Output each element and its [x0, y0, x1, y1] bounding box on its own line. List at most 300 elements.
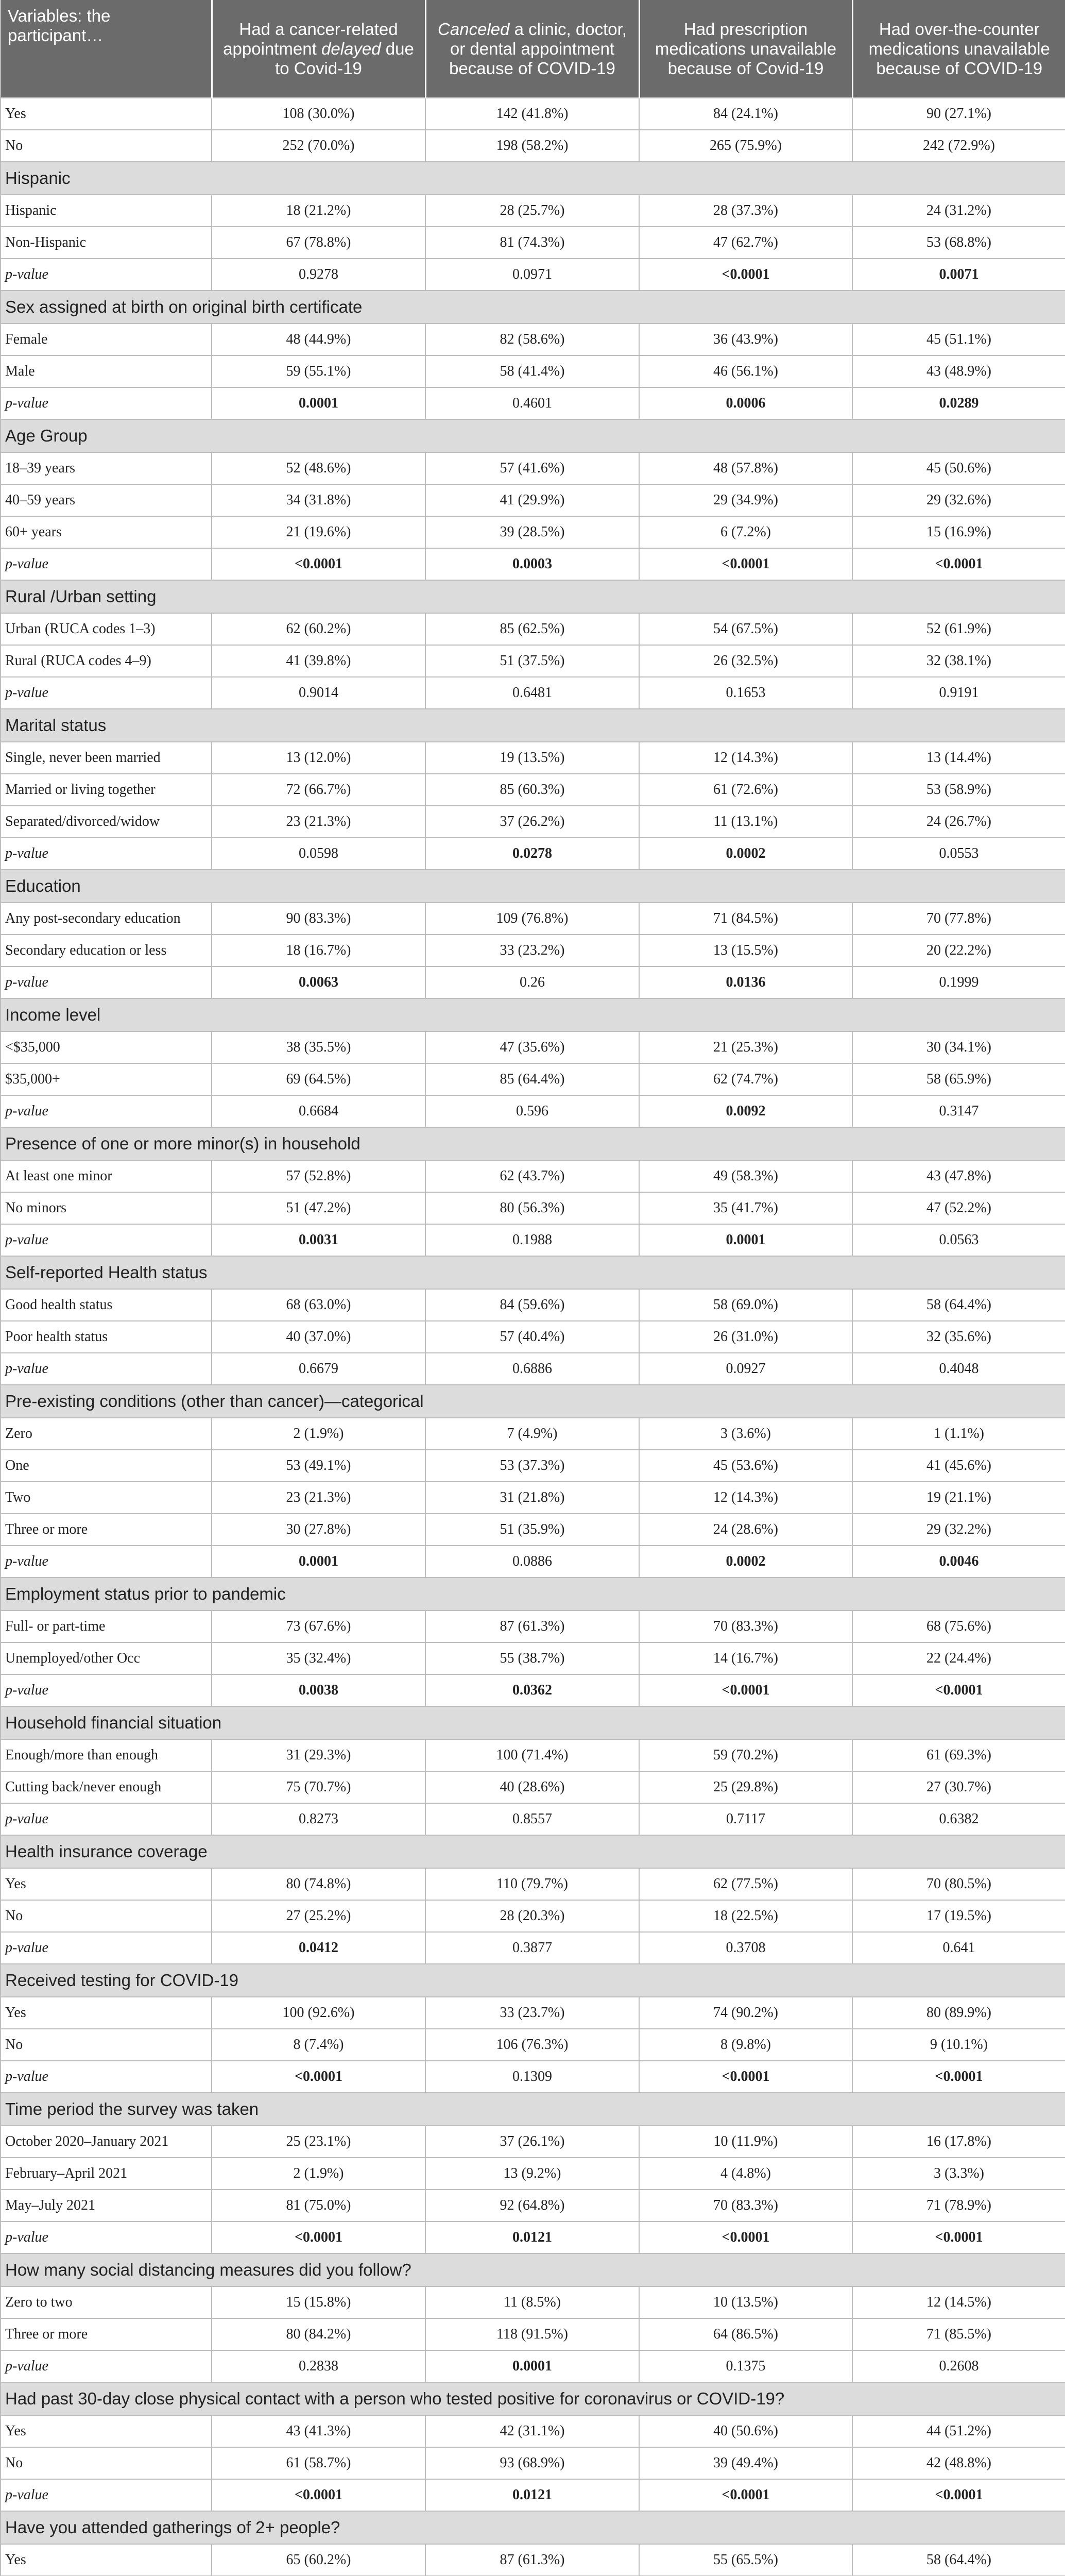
section-title: Hispanic: [1, 162, 1065, 195]
value-cell: 69 (64.5%): [212, 1063, 425, 1095]
table-row: [1, 1418, 1065, 1450]
value-cell: 7 (4.9%): [425, 1418, 639, 1450]
value-cell: 58 (64.4%): [852, 1289, 1065, 1321]
value-cell: 12 (14.5%): [852, 2286, 1065, 2318]
table-row: [1, 1771, 1065, 1803]
value-cell: 12 (14.3%): [639, 1482, 852, 1514]
value-cell: 43 (47.8%): [852, 1160, 1065, 1192]
p-value-label: p-value: [1, 387, 212, 419]
value-cell: 142 (41.8%): [425, 98, 639, 130]
value-cell: 62 (43.7%): [425, 1160, 639, 1192]
section-header-row: [1, 1964, 1065, 1997]
value-cell: 58 (69.0%): [639, 1289, 852, 1321]
value-cell: 84 (59.6%): [425, 1289, 639, 1321]
p-value-cell: 0.0136: [639, 967, 852, 998]
p-value-label: p-value: [1, 1224, 212, 1256]
table-row: [1, 2286, 1065, 2318]
value-cell: 53 (37.3%): [425, 1450, 639, 1482]
value-cell: 28 (25.7%): [425, 195, 639, 227]
header-row: [1, 0, 1065, 98]
value-cell: 35 (41.7%): [639, 1192, 852, 1224]
header-text-segment: Canceled: [438, 19, 510, 39]
value-cell: 2 (1.9%): [212, 2158, 425, 2190]
value-cell: 34 (31.8%): [212, 484, 425, 516]
value-cell: 10 (11.9%): [639, 2126, 852, 2158]
p-value-label: p-value: [1, 1674, 212, 1706]
p-value-cell: 0.596: [425, 1095, 639, 1127]
table-row: [1, 2544, 1065, 2576]
value-cell: 9 (10.1%): [852, 2029, 1065, 2061]
value-cell: 41 (45.6%): [852, 1450, 1065, 1482]
value-cell: 47 (35.6%): [425, 1031, 639, 1063]
p-value-label: p-value: [1, 677, 212, 709]
value-cell: 110 (79.7%): [425, 1868, 639, 1900]
p-value-row: [1, 259, 1065, 291]
table-row: [1, 484, 1065, 516]
table-body: [1, 98, 1065, 2576]
value-cell: 45 (50.6%): [852, 452, 1065, 484]
value-cell: 118 (91.5%): [425, 2318, 639, 2350]
section-title: Presence of one or more minor(s) in household: [1, 1127, 1065, 1160]
p-value-cell: <0.0001: [212, 548, 425, 580]
header-text-segment: Had prescription medications unavailable because of Covid-19: [655, 19, 837, 78]
header-text-segment: Had a cancer-related appointment: [223, 19, 398, 58]
value-cell: 80 (56.3%): [425, 1192, 639, 1224]
table-row: [1, 742, 1065, 774]
value-cell: 12 (14.3%): [639, 742, 852, 774]
table-row: [1, 1192, 1065, 1224]
value-cell: 19 (13.5%): [425, 742, 639, 774]
p-value-cell: 0.0003: [425, 548, 639, 580]
value-cell: 75 (70.7%): [212, 1771, 425, 1803]
value-cell: 38 (35.5%): [212, 1031, 425, 1063]
p-value-row: [1, 2222, 1065, 2253]
section-header-row: [1, 998, 1065, 1031]
table-row: [1, 1739, 1065, 1771]
value-cell: 26 (31.0%): [639, 1321, 852, 1353]
row-label: February–April 2021: [1, 2158, 212, 2190]
header-cell-variables: [1, 0, 212, 98]
row-label: 40–59 years: [1, 484, 212, 516]
p-value-cell: 0.0031: [212, 1224, 425, 1256]
row-label: Male: [1, 355, 212, 387]
value-cell: 41 (39.8%): [212, 645, 425, 677]
row-label: Zero: [1, 1418, 212, 1450]
p-value-cell: 0.7117: [639, 1803, 852, 1835]
value-cell: 28 (37.3%): [639, 195, 852, 227]
row-label: Yes: [1, 2544, 212, 2576]
row-label: Yes: [1, 1868, 212, 1900]
section-header-row: [1, 580, 1065, 613]
value-cell: 27 (25.2%): [212, 1900, 425, 1932]
header-text-segment: a clinic, doctor, or dental appointment because of COVID-19: [449, 19, 627, 78]
p-value-cell: 0.0563: [852, 1224, 1065, 1256]
value-cell: 252 (70.0%): [212, 130, 425, 162]
value-cell: 265 (75.9%): [639, 130, 852, 162]
p-value-cell: 0.6481: [425, 677, 639, 709]
value-cell: 47 (62.7%): [639, 227, 852, 259]
section-header-row: [1, 2511, 1065, 2544]
value-cell: 8 (7.4%): [212, 2029, 425, 2061]
row-label: Any post-secondary education: [1, 903, 212, 935]
row-label: Cutting back/never enough: [1, 1771, 212, 1803]
value-cell: 25 (23.1%): [212, 2126, 425, 2158]
section-title: Age Group: [1, 419, 1065, 452]
p-value-row: [1, 1803, 1065, 1835]
value-cell: 31 (21.8%): [425, 1482, 639, 1514]
value-cell: 70 (83.3%): [639, 2190, 852, 2222]
header-cell-delayed: [212, 0, 425, 98]
value-cell: 13 (9.2%): [425, 2158, 639, 2190]
value-cell: 51 (37.5%): [425, 645, 639, 677]
value-cell: 37 (26.1%): [425, 2126, 639, 2158]
table-row: [1, 2447, 1065, 2479]
value-cell: 26 (32.5%): [639, 645, 852, 677]
section-title: How many social distancing measures did you follow?: [1, 2253, 1065, 2286]
row-label: Enough/more than enough: [1, 1739, 212, 1771]
section-header-row: [1, 1385, 1065, 1418]
p-value-cell: <0.0001: [852, 2061, 1065, 2093]
p-value-cell: 0.0092: [639, 1095, 852, 1127]
value-cell: 68 (75.6%): [852, 1611, 1065, 1642]
value-cell: 13 (12.0%): [212, 742, 425, 774]
table-row: [1, 227, 1065, 259]
p-value-row: [1, 1224, 1065, 1256]
value-cell: 51 (47.2%): [212, 1192, 425, 1224]
value-cell: 57 (41.6%): [425, 452, 639, 484]
p-value-cell: 0.1988: [425, 1224, 639, 1256]
value-cell: 13 (14.4%): [852, 742, 1065, 774]
p-value-cell: 0.8273: [212, 1803, 425, 1835]
value-cell: 108 (30.0%): [212, 98, 425, 130]
value-cell: 18 (16.7%): [212, 935, 425, 967]
table-row: [1, 1063, 1065, 1095]
value-cell: 71 (85.5%): [852, 2318, 1065, 2350]
p-value-cell: <0.0001: [852, 548, 1065, 580]
table-row: [1, 1289, 1065, 1321]
value-cell: 73 (67.6%): [212, 1611, 425, 1642]
p-value-cell: 0.0553: [852, 838, 1065, 870]
section-header-row: [1, 2382, 1065, 2415]
value-cell: 72 (66.7%): [212, 774, 425, 806]
value-cell: 48 (44.9%): [212, 324, 425, 355]
value-cell: 39 (49.4%): [639, 2447, 852, 2479]
p-value-row: [1, 2479, 1065, 2511]
p-value-row: [1, 548, 1065, 580]
value-cell: 37 (26.2%): [425, 806, 639, 838]
value-cell: 52 (61.9%): [852, 613, 1065, 645]
p-value-cell: 0.9014: [212, 677, 425, 709]
value-cell: 19 (21.1%): [852, 1482, 1065, 1514]
p-value-row: [1, 677, 1065, 709]
value-cell: 85 (60.3%): [425, 774, 639, 806]
value-cell: 30 (27.8%): [212, 1514, 425, 1546]
value-cell: 70 (77.8%): [852, 903, 1065, 935]
p-value-cell: 0.0121: [425, 2479, 639, 2511]
table-row: [1, 1642, 1065, 1674]
section-header-row: [1, 2093, 1065, 2126]
table-row: [1, 2415, 1065, 2447]
table-row: [1, 1160, 1065, 1192]
value-cell: 31 (29.3%): [212, 1739, 425, 1771]
value-cell: 81 (74.3%): [425, 227, 639, 259]
section-title: Rural /Urban setting: [1, 580, 1065, 613]
row-label: Zero to two: [1, 2286, 212, 2318]
p-value-cell: 0.0412: [212, 1932, 425, 1964]
value-cell: 21 (19.6%): [212, 516, 425, 548]
value-cell: 71 (78.9%): [852, 2190, 1065, 2222]
table-row: [1, 903, 1065, 935]
value-cell: 33 (23.2%): [425, 935, 639, 967]
section-header-row: [1, 1835, 1065, 1868]
table-row: [1, 1900, 1065, 1932]
value-cell: 93 (68.9%): [425, 2447, 639, 2479]
p-value-label: p-value: [1, 2061, 212, 2093]
value-cell: 18 (21.2%): [212, 195, 425, 227]
row-label: Married or living together: [1, 774, 212, 806]
table-row: [1, 1482, 1065, 1514]
row-label: $35,000+: [1, 1063, 212, 1095]
value-cell: 52 (48.6%): [212, 452, 425, 484]
value-cell: 55 (38.7%): [425, 1642, 639, 1674]
value-cell: 29 (32.6%): [852, 484, 1065, 516]
table-row: [1, 1321, 1065, 1353]
row-label: No: [1, 130, 212, 162]
value-cell: 45 (53.6%): [639, 1450, 852, 1482]
value-cell: 57 (40.4%): [425, 1321, 639, 1353]
value-cell: 11 (8.5%): [425, 2286, 639, 2318]
p-value-label: p-value: [1, 259, 212, 291]
value-cell: 70 (83.3%): [639, 1611, 852, 1642]
value-cell: 15 (16.9%): [852, 516, 1065, 548]
table-row: [1, 613, 1065, 645]
section-header-row: [1, 1578, 1065, 1611]
value-cell: 24 (31.2%): [852, 195, 1065, 227]
section-header-row: [1, 1127, 1065, 1160]
value-cell: 57 (52.8%): [212, 1160, 425, 1192]
value-cell: 39 (28.5%): [425, 516, 639, 548]
value-cell: 106 (76.3%): [425, 2029, 639, 2061]
value-cell: 109 (76.8%): [425, 903, 639, 935]
value-cell: 22 (24.4%): [852, 1642, 1065, 1674]
p-value-cell: 0.9278: [212, 259, 425, 291]
value-cell: 10 (13.5%): [639, 2286, 852, 2318]
p-value-row: [1, 387, 1065, 419]
p-value-cell: 0.0289: [852, 387, 1065, 419]
p-value-cell: 0.0063: [212, 967, 425, 998]
value-cell: 62 (74.7%): [639, 1063, 852, 1095]
row-label: Yes: [1, 1997, 212, 2029]
p-value-cell: <0.0001: [212, 2061, 425, 2093]
p-value-cell: 0.2838: [212, 2350, 425, 2382]
p-value-cell: 0.1999: [852, 967, 1065, 998]
value-cell: 68 (63.0%): [212, 1289, 425, 1321]
row-label: No minors: [1, 1192, 212, 1224]
value-cell: 80 (84.2%): [212, 2318, 425, 2350]
value-cell: 43 (48.9%): [852, 355, 1065, 387]
header-text-segment: delayed: [321, 39, 381, 58]
row-label: October 2020–January 2021: [1, 2126, 212, 2158]
row-label: Hispanic: [1, 195, 212, 227]
value-cell: 67 (78.8%): [212, 227, 425, 259]
p-value-cell: 0.0071: [852, 259, 1065, 291]
row-label: Secondary education or less: [1, 935, 212, 967]
table-row: [1, 2126, 1065, 2158]
section-title: Marital status: [1, 709, 1065, 742]
table-row: [1, 1868, 1065, 1900]
value-cell: 64 (86.5%): [639, 2318, 852, 2350]
p-value-cell: 0.0002: [639, 1546, 852, 1578]
value-cell: 53 (68.8%): [852, 227, 1065, 259]
p-value-cell: 0.0001: [212, 387, 425, 419]
value-cell: 53 (58.9%): [852, 774, 1065, 806]
p-value-cell: 0.4601: [425, 387, 639, 419]
value-cell: 40 (50.6%): [639, 2415, 852, 2447]
value-cell: 54 (67.5%): [639, 613, 852, 645]
table-row: [1, 1450, 1065, 1482]
value-cell: 40 (28.6%): [425, 1771, 639, 1803]
value-cell: 30 (34.1%): [852, 1031, 1065, 1063]
section-title: Employment status prior to pandemic: [1, 1578, 1065, 1611]
value-cell: 24 (28.6%): [639, 1514, 852, 1546]
value-cell: 61 (72.6%): [639, 774, 852, 806]
table-row: [1, 1514, 1065, 1546]
row-label: Poor health status: [1, 1321, 212, 1353]
p-value-label: p-value: [1, 967, 212, 998]
row-label: Three or more: [1, 1514, 212, 1546]
p-value-cell: <0.0001: [639, 259, 852, 291]
value-cell: 100 (71.4%): [425, 1739, 639, 1771]
value-cell: 74 (90.2%): [639, 1997, 852, 2029]
section-title: Health insurance coverage: [1, 1835, 1065, 1868]
table-row: [1, 1031, 1065, 1063]
p-value-row: [1, 2350, 1065, 2382]
value-cell: 61 (58.7%): [212, 2447, 425, 2479]
value-cell: 32 (38.1%): [852, 645, 1065, 677]
p-value-row: [1, 1674, 1065, 1706]
p-value-label: p-value: [1, 1546, 212, 1578]
value-cell: 100 (92.6%): [212, 1997, 425, 2029]
header-cell-canceled: [425, 0, 639, 98]
p-value-cell: 0.0362: [425, 1674, 639, 1706]
p-value-cell: 0.3877: [425, 1932, 639, 1964]
p-value-cell: 0.6382: [852, 1803, 1065, 1835]
section-title: Education: [1, 870, 1065, 903]
value-cell: 21 (25.3%): [639, 1031, 852, 1063]
p-value-row: [1, 2061, 1065, 2093]
value-cell: 2 (1.9%): [212, 1418, 425, 1450]
p-value-cell: 0.0002: [639, 838, 852, 870]
row-label: Separated/divorced/widow: [1, 806, 212, 838]
table-row: [1, 1611, 1065, 1642]
section-header-row: [1, 1706, 1065, 1739]
row-label: May–July 2021: [1, 2190, 212, 2222]
value-cell: 53 (49.1%): [212, 1450, 425, 1482]
value-cell: 44 (51.2%): [852, 2415, 1065, 2447]
table-row: [1, 1997, 1065, 2029]
p-value-row: [1, 1932, 1065, 1964]
value-cell: 42 (48.8%): [852, 2447, 1065, 2479]
table-row: [1, 98, 1065, 130]
value-cell: 36 (43.9%): [639, 324, 852, 355]
row-label: Rural (RUCA codes 4–9): [1, 645, 212, 677]
p-value-cell: 0.0927: [639, 1353, 852, 1385]
value-cell: 87 (61.3%): [425, 1611, 639, 1642]
row-label: Full- or part-time: [1, 1611, 212, 1642]
value-cell: 70 (80.5%): [852, 1868, 1065, 1900]
section-title: Income level: [1, 998, 1065, 1031]
value-cell: 85 (64.4%): [425, 1063, 639, 1095]
table-row: [1, 645, 1065, 677]
p-value-cell: 0.0886: [425, 1546, 639, 1578]
value-cell: 4 (4.8%): [639, 2158, 852, 2190]
value-cell: 58 (64.4%): [852, 2544, 1065, 2576]
section-header-row: [1, 870, 1065, 903]
section-title: Pre-existing conditions (other than cancer)—categorical: [1, 1385, 1065, 1418]
header-cell-prescription: [639, 0, 852, 98]
row-label: Female: [1, 324, 212, 355]
p-value-cell: 0.6886: [425, 1353, 639, 1385]
row-label: Urban (RUCA codes 1–3): [1, 613, 212, 645]
header-text-segment: Had over-the-counter medications unavailable because of COVID-19: [868, 19, 1050, 78]
value-cell: 3 (3.3%): [852, 2158, 1065, 2190]
row-label: <$35,000: [1, 1031, 212, 1063]
value-cell: 8 (9.8%): [639, 2029, 852, 2061]
table-row: [1, 2158, 1065, 2190]
p-value-row: [1, 967, 1065, 998]
table-row: [1, 806, 1065, 838]
table-row: [1, 774, 1065, 806]
p-value-row: [1, 1353, 1065, 1385]
value-cell: 29 (32.2%): [852, 1514, 1065, 1546]
value-cell: 46 (56.1%): [639, 355, 852, 387]
value-cell: 62 (77.5%): [639, 1868, 852, 1900]
p-value-cell: 0.0006: [639, 387, 852, 419]
value-cell: 20 (22.2%): [852, 935, 1065, 967]
p-value-label: p-value: [1, 2222, 212, 2253]
p-value-row: [1, 1095, 1065, 1127]
section-title: Self-reported Health status: [1, 1256, 1065, 1289]
value-cell: 81 (75.0%): [212, 2190, 425, 2222]
value-cell: 13 (15.5%): [639, 935, 852, 967]
value-cell: 41 (29.9%): [425, 484, 639, 516]
value-cell: 45 (51.1%): [852, 324, 1065, 355]
value-cell: 61 (69.3%): [852, 1739, 1065, 1771]
table-row: [1, 130, 1065, 162]
table-row: [1, 324, 1065, 355]
header-text-segment: Variables: the participant…: [8, 6, 111, 45]
table-row: [1, 516, 1065, 548]
p-value-cell: 0.9191: [852, 677, 1065, 709]
row-label: 18–39 years: [1, 452, 212, 484]
value-cell: 58 (41.4%): [425, 355, 639, 387]
p-value-cell: 0.0001: [425, 2350, 639, 2382]
value-cell: 29 (34.9%): [639, 484, 852, 516]
row-label: Single, never been married: [1, 742, 212, 774]
p-value-cell: 0.0598: [212, 838, 425, 870]
value-cell: 51 (35.9%): [425, 1514, 639, 1546]
value-cell: 35 (32.4%): [212, 1642, 425, 1674]
row-label: Unemployed/other Occ: [1, 1642, 212, 1674]
p-value-cell: 0.1375: [639, 2350, 852, 2382]
p-value-cell: 0.3708: [639, 1932, 852, 1964]
p-value-label: p-value: [1, 1803, 212, 1835]
p-value-label: p-value: [1, 1095, 212, 1127]
table-row: [1, 195, 1065, 227]
section-title: Time period the survey was taken: [1, 2093, 1065, 2126]
value-cell: 6 (7.2%): [639, 516, 852, 548]
value-cell: 15 (15.8%): [212, 2286, 425, 2318]
